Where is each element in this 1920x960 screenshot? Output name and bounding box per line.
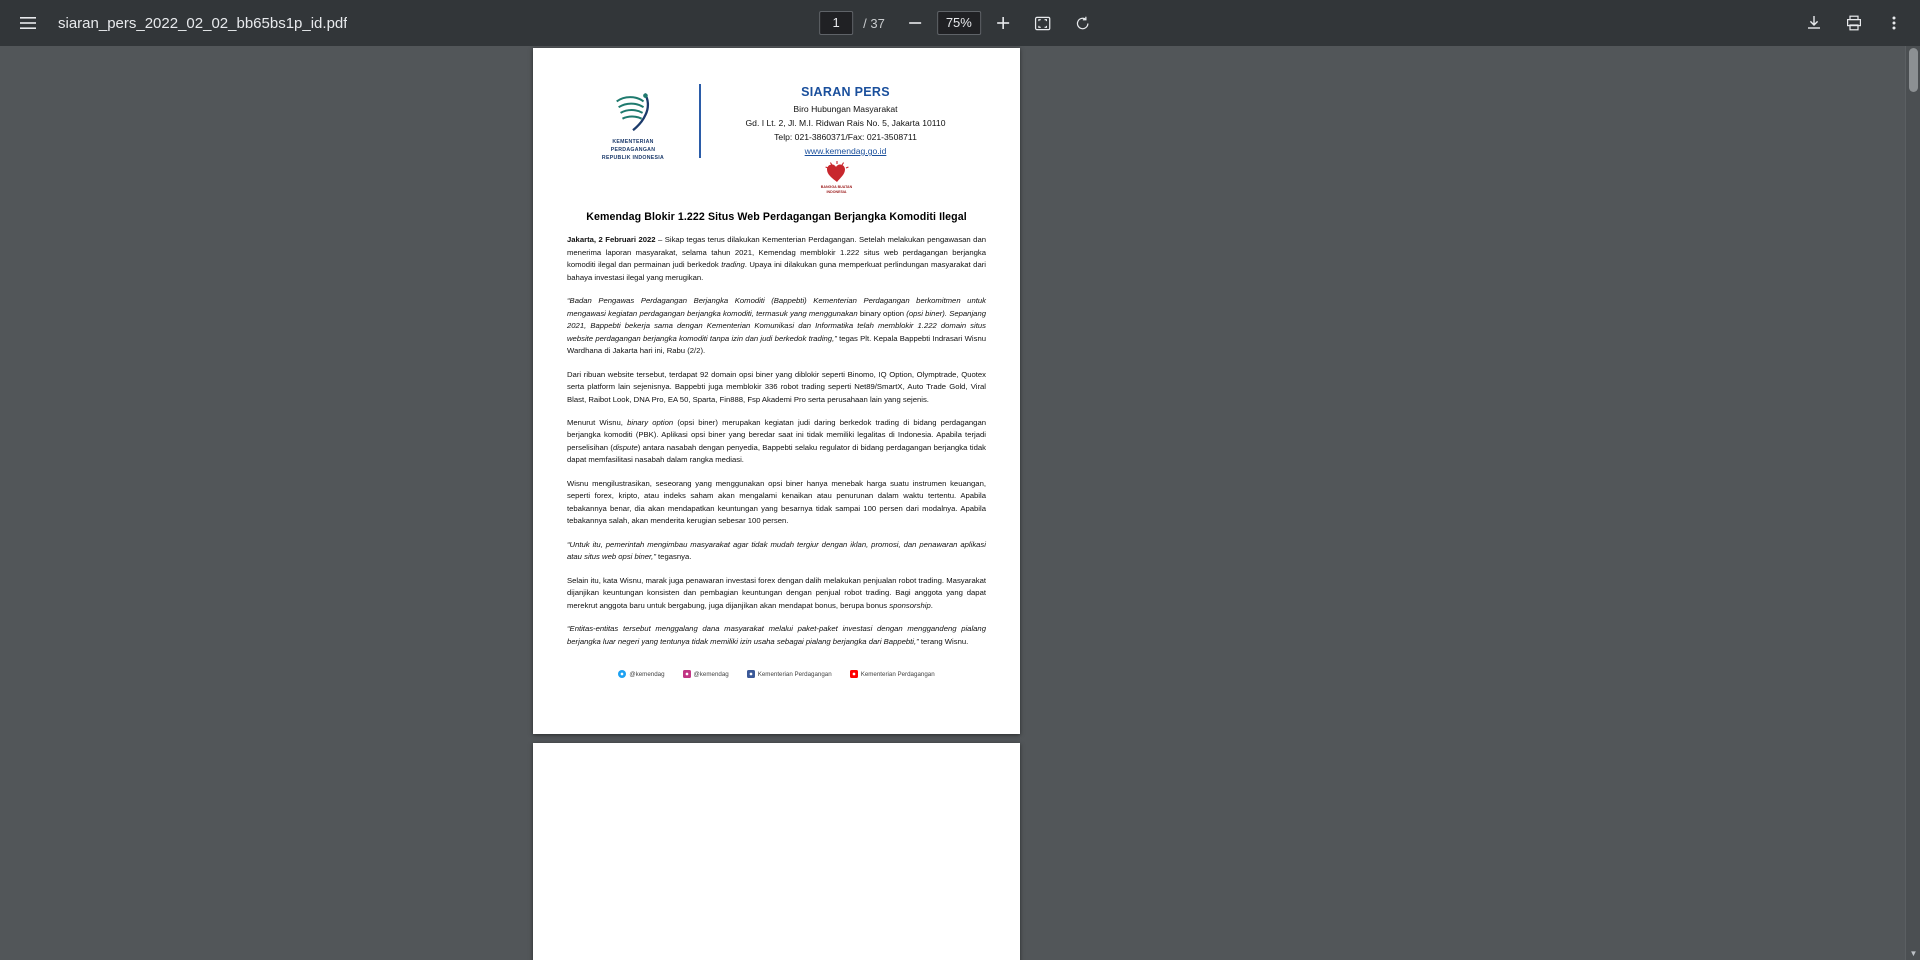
text-run: Menurut Wisnu, <box>567 418 628 428</box>
facebook-icon <box>747 670 755 678</box>
vertical-scrollbar[interactable] <box>1905 46 1920 960</box>
text-run: “Badan Pengawas Perdagangan Berjangka Komoditi (Bappebti) Kementerian Perdagangan berkomitmen untuk mengawasi kegiatan perdagangan berjangka komoditi, termasuk yang menggunakan <box>567 296 986 318</box>
twitter-icon <box>618 670 626 678</box>
text-run: dispute <box>612 442 638 452</box>
text-run: terang Wisnu. <box>918 636 969 646</box>
text-run: (opsi biner) merupakan kegiatan judi daring berkedok trading di bidang perdagangan berjangka komoditi (PBK). Aplikasi opsi biner yang beredar saat ini tidak memiliki legalitas di Indonesia. Apabila terjadi perselisihan ( <box>567 418 986 452</box>
fit-to-page-icon[interactable] <box>1025 5 1061 41</box>
youtube-icon <box>850 670 858 678</box>
badge-line-2: INDONESIA <box>826 190 847 195</box>
page-number-input[interactable]: 1 <box>819 11 853 35</box>
logo-line-3: REPUBLIK INDONESIA <box>601 154 665 161</box>
scroll-down-arrow[interactable]: ▼ <box>1909 949 1918 958</box>
text-run: Selain itu, kata Wisnu, marak juga penawaran investasi forex dengan dalih melakukan penjualan robot trading. Masyarakat dijanjikan keuntungan konsisten dan pembagian keuntungan dengan penjual robot trading. Bagi anggota yang dapat merekrut anggota baru untuk bergabung, juga dijanjikan akan mendapat bonus, berupa bonus <box>567 575 986 610</box>
logo-line-2: PERDAGANGAN <box>610 146 656 153</box>
text-run: Wisnu mengilustrasikan, seseorang yang menggunakan opsi biner hanya menebak harga suatu instrumen keuangan, seperti forex, kripto, atau indeks saham akan mengalami kenaikan atau penurunan dalam waktu tertentu. Apabila tebakannya benar, dia akan mendapatkan keuntungan yang besarnya tidak sampai 100 persen dari modalnya. Apabila tebakannya salah, akan menderita kerugian sebesar 100 persen. <box>567 478 986 526</box>
social-footer <box>567 670 986 696</box>
pdf-viewer-area[interactable] <box>0 46 1920 960</box>
toolbar-right-actions <box>1796 5 1912 41</box>
page-title: Kemendag Blokir 1.222 Situs Web Perdagangan Berjangka Komoditi Ilegal <box>586 211 967 224</box>
bangga-badge-text <box>821 185 852 194</box>
hamburger-menu-icon[interactable] <box>10 5 46 41</box>
social-label: @kemendag <box>629 670 665 678</box>
pdf-viewer-toolbar <box>0 0 1920 46</box>
body-paragraph <box>567 478 986 528</box>
scrollbar-thumb[interactable] <box>1909 48 1918 92</box>
text-run: ) antara nasabah dengan penyedia, Bappebti selaku regulator di bidang perdagangan berjangka tidak dapat memfasilitasi nasabah dalam rangka mediasi. <box>567 442 986 465</box>
heart-icon <box>824 160 850 184</box>
siaran-pers-heading: SIARAN PERS <box>801 85 890 99</box>
pdf-page-2 <box>533 743 1020 960</box>
text-run: Dari ribuan website tersebut, terdapat 92 domain opsi biner yang diblokir seperti Binomo, IQ Option, Olymptrade, Quotex serta platform lain sejenisnya. Bappebti juga memblokir 336 robot trading seperti Net89/SmartX, Auto Trade Gold, Viral Blast, Raibot Look, DNA Pro, EA 50, Sparta, Fin888, Fsp Akademi Pro serta perusahaan lain yang sejenis. <box>567 369 986 404</box>
body-paragraph <box>567 234 986 284</box>
social-link[interactable] <box>618 670 664 678</box>
text-run: binary option <box>627 418 674 428</box>
org-name: Biro Hubungan Masyarakat <box>793 104 898 115</box>
org-phone: Telp: 021-3860371/Fax: 021-3508711 <box>774 132 917 143</box>
document-body <box>567 234 986 648</box>
body-paragraph <box>567 417 986 467</box>
body-paragraph <box>567 575 986 612</box>
kemendag-logo-mark <box>610 88 656 134</box>
print-icon[interactable] <box>1836 5 1872 41</box>
pdf-page-1 <box>533 48 1020 734</box>
text-run: (opsi biner). Sepanjang 2021, Bappebti bekerja sama dengan Kementerian Komunikasi dan Informatika telah memblokir 1.222 domain situs website perdagangan berjangka komoditi tanpa izin dan judi berkedok trading,” <box>567 308 986 343</box>
more-vertical-icon[interactable] <box>1876 5 1912 41</box>
text-run: tegas Plt. Kepala Bappebti Indrasari Wisnu Wardhana di Jakarta hari ini, Rabu (2/2). <box>567 333 986 356</box>
page-count-label: / 37 <box>863 15 885 31</box>
zoom-in-button[interactable] <box>985 5 1021 41</box>
text-run: sponsorship <box>889 600 931 610</box>
social-label: Kementerian Perdagangan <box>860 670 935 678</box>
social-label: Kementerian Perdagangan <box>757 670 832 678</box>
rotate-icon[interactable] <box>1065 5 1101 41</box>
text-run: . Upaya ini dilakukan guna memperkuat perlindungan masyarakat dari bahaya investasi ilegal yang merugikan. <box>567 260 986 282</box>
text-run: “Untuk itu, pemerintah mengimbau masyarakat agar tidak mudah tergiur dengan iklan, promosi, dan penawaran aplikasi atau situs web opsi biner,” <box>567 539 986 562</box>
document-title: siaran_pers_2022_02_02_bb65bs1p_id.pdf <box>58 14 348 32</box>
text-run: – Sikap tegas terus dilakukan Kementerian Perdagangan. Setelah melakukan pengawasan dan menerima laporan masyarakat, selama tahun 2021, Kemendag memblokir 1.222 situs web perdagangan berjangka komoditi ilegal dan permainan judi berkedok <box>567 235 986 270</box>
zoom-level-input[interactable]: 75% <box>937 11 981 35</box>
text-run: “Entitas-entitas tersebut menggalang dana masyarakat melalui paket-paket investasi dengan menggandeng pialang berjangka luar negeri yang tentunya tidak memiliki izin usaha sebagai pialang berjangka dari Bappebti,” <box>567 624 986 646</box>
page-and-zoom-controls <box>819 5 1101 41</box>
logo-line-1: KEMENTERIAN <box>612 139 654 145</box>
social-label: @kemendag <box>693 670 729 678</box>
org-website-link[interactable]: www.kemendag.go.id <box>804 146 887 157</box>
body-paragraph <box>567 369 986 406</box>
text-run: tegasnya. <box>655 552 692 562</box>
org-address: Gd. I Lt. 2, Jl. M.I. Ridwan Rais No. 5, Jakarta 10110 <box>745 118 946 129</box>
text-run: trading <box>721 260 745 270</box>
social-link[interactable] <box>850 670 935 678</box>
document-letterhead <box>567 48 986 162</box>
social-link[interactable] <box>747 670 832 678</box>
instagram-icon <box>683 670 691 678</box>
download-icon[interactable] <box>1796 5 1832 41</box>
text-run: Jakarta, 2 Februari 2022 <box>567 235 656 245</box>
social-link[interactable] <box>683 670 729 678</box>
text-run: . <box>930 600 933 610</box>
bangga-buatan-indonesia-badge <box>687 160 986 198</box>
body-paragraph <box>567 623 986 648</box>
kemendag-logo <box>567 82 699 162</box>
kemendag-logo-text <box>602 139 664 162</box>
body-paragraph <box>567 295 986 357</box>
letterhead-info <box>701 82 986 159</box>
body-paragraph <box>567 539 986 564</box>
zoom-out-button[interactable] <box>897 5 933 41</box>
badge-line-1: BANGGA BUATAN <box>820 185 853 190</box>
text-run: binary option <box>859 308 907 318</box>
